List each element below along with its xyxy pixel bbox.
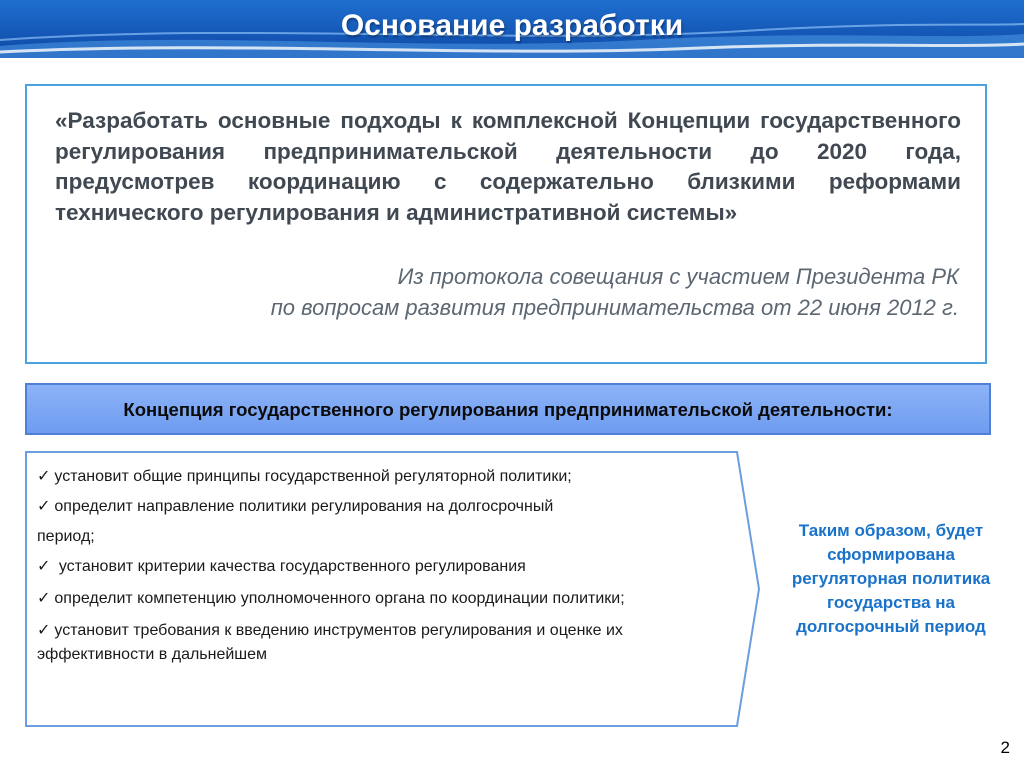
list-item (37, 495, 737, 519)
page-number: 2 (1000, 738, 1010, 757)
checkmark-icon: ✓ (37, 558, 51, 575)
list-item (37, 525, 737, 549)
list-item-text: установит критерии качества государственного регулирования (54, 558, 526, 575)
quote-source-line-1: Из протокола совещания с участием Президента РК (397, 264, 959, 289)
quote-box (25, 84, 987, 364)
list-item-text: определит компетенцию уполномоченного органа по координации политики; (54, 590, 625, 607)
checkmark-icon: ✓ (37, 498, 51, 515)
points-arrow-box (25, 451, 761, 727)
checkmark-icon: ✓ (37, 468, 51, 485)
points-list (37, 465, 737, 667)
list-item-text: определит направление политики регулирования на долгосрочный (54, 498, 554, 515)
list-item (37, 619, 737, 667)
list-item-text: период; (37, 528, 95, 545)
page-title: Основание разработки (340, 9, 684, 42)
quote-source-line-2: по вопросам развития предпринимательства от 22 июня 2012 г. (270, 295, 959, 320)
quote-source (99, 261, 959, 323)
quote-text: «Разработать основные подходы к комплексной Концепции государственного регулирования предпринимательской деятельности до 2020 года, предусмотрев координацию с содержательно близкими реформами технического регулирования и административной системы» (55, 108, 961, 225)
list-item (37, 555, 737, 579)
concept-heading: Концепция государственного регулирования предпринимательской деятельности: (123, 399, 893, 420)
list-item (37, 465, 737, 489)
conclusion-text: Таким образом, будет сформирована регуляторная политика государства на долгосрочный период (791, 521, 991, 636)
list-item-text: установит требования к введению инструментов регулирования и оценке их эффективности в дальнейшем (37, 622, 623, 663)
concept-heading-bar (25, 383, 991, 435)
checkmark-icon: ✓ (37, 622, 51, 639)
checkmark-icon: ✓ (37, 590, 51, 607)
title-bar (0, 0, 1024, 58)
list-item-text: установит общие принципы государственной регуляторной политики; (54, 468, 572, 485)
list-item (37, 587, 737, 611)
